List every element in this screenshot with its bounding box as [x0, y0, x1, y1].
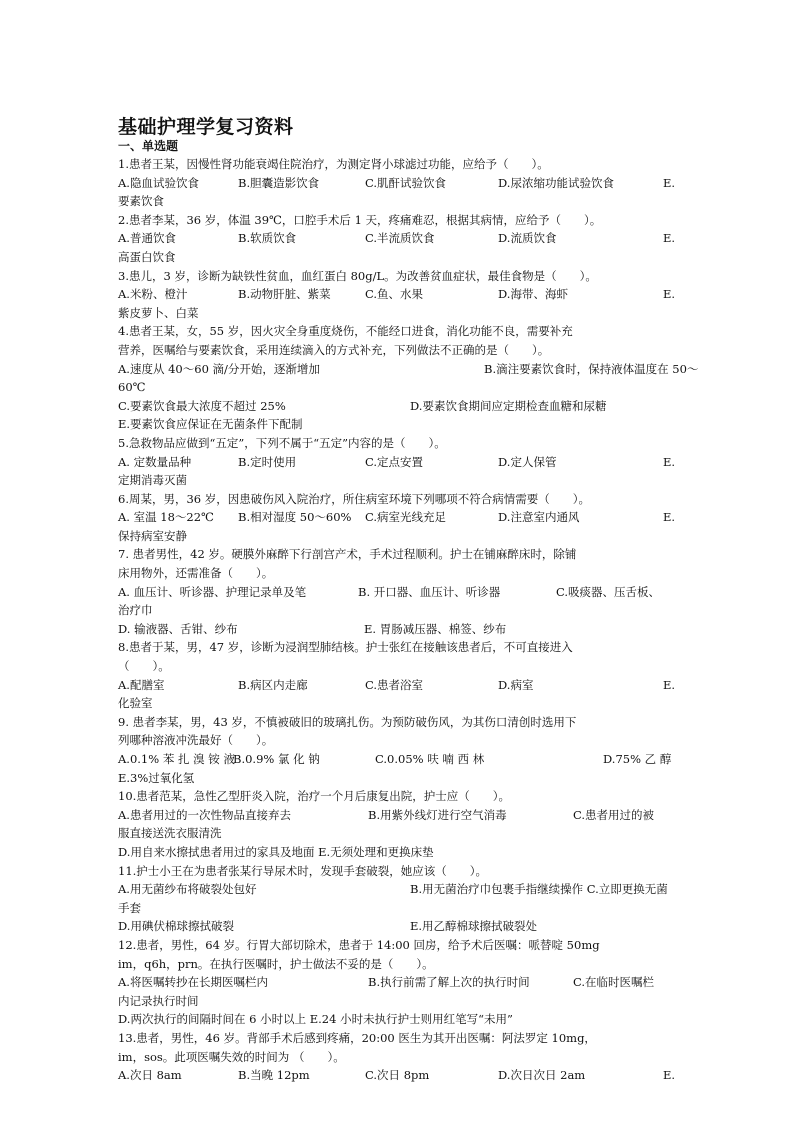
options-row — [118, 360, 699, 379]
text-line: 5.急救物品应做到“五定”，下列不属于“五定”内容的是（ ）。 — [118, 435, 446, 450]
option-text: C.病室光线充足 — [365, 510, 447, 525]
options-row — [118, 508, 680, 527]
option-text: C.定点安置 — [365, 454, 424, 469]
text-line: 1.患者王某，因慢性肾功能衰竭住院治疗，为测定肾小球滤过功能，应给予（ ）。 — [118, 157, 549, 171]
text-line: 9. 患者李某，男，43 岁，不慎被破旧的玻璃扎伤。为预防破伤风，为其伤口清创时选用下 — [118, 714, 577, 729]
option-text: E. — [663, 677, 676, 692]
option-text: A.次日 8am — [118, 1068, 182, 1083]
option-text: D. 输液器、舌钳、纱布 — [118, 621, 238, 636]
option-text: A.速度从 40～60 滴/分开始，逐渐增加 — [118, 361, 320, 376]
options-row — [118, 397, 680, 416]
text-line: D.用自来水擦拭患者用过的家具及地面 E.无须处理和更换床垫 — [118, 844, 434, 859]
option-text: B.动物肝脏、紫菜 — [238, 287, 331, 302]
option-text: A.配膳室 — [118, 677, 165, 692]
option-text: D.用碘伏棉球擦拭破裂 — [118, 919, 234, 934]
options-row — [118, 1066, 680, 1085]
text-line: 3.患儿，3 岁，诊断为缺铁性贫血，血红蛋白 80g/L。为改善贫血症状，最佳食物是（ ）。 — [118, 268, 597, 283]
options-row — [118, 917, 680, 936]
text-line: E.要素饮食应保证在无菌条件下配制 — [118, 417, 303, 432]
text-line: 保持病室安静 — [118, 528, 187, 543]
option-text: A. 定数量品种 — [118, 454, 192, 469]
option-text: A.米粉、橙汁 — [118, 287, 188, 302]
options-row — [118, 285, 680, 304]
option-text: B.当晚 12pm — [238, 1068, 310, 1083]
text-line: D.两次执行的间隔时间在 6 小时以上 E.24 小时未执行护士则用红笔写“未用” — [118, 1012, 513, 1027]
text-line: 12.患者，男性，64 岁。行胃大部切除术，患者于 14:00 回房，给予术后医嘱：哌替啶 50mg — [118, 937, 600, 952]
text-line: 60℃ — [118, 380, 146, 395]
option-text: E.用乙醇棉球擦拭破裂处 — [410, 919, 538, 934]
text-line: 7. 患者男性，42 岁。硬膜外麻醉下行剖宫产术，手术过程顺利。护士在铺麻醉床时，除铺 — [118, 547, 577, 562]
text-line: 2.患者李某，36 岁，体温 39℃，口腔手术后 1 天，疼痛难忍，根据其病情，应给予（ ）。 — [118, 212, 602, 227]
text-line: 服直接送洗衣服清洗 — [118, 826, 222, 841]
option-text: D.尿浓缩功能试验饮食 — [498, 175, 614, 190]
option-text: B.用无菌治疗巾包裹手指继续操作 C.立即更换无菌 — [410, 882, 668, 897]
text-line: 营养，医嘱给与要素饮食，采用连续滴入的方式补充，下列做法不正确的是（ ）。 — [118, 342, 550, 357]
option-text: D.要素饮食期间应定期检查血糖和尿糖 — [410, 398, 607, 413]
text-line: 内记录执行时间 — [118, 993, 199, 1008]
option-text: B.0.9% 氯 化 钠 — [233, 752, 320, 766]
option-text: C.鱼、水果 — [365, 287, 424, 302]
option-text: C.肌酐试验饮食 — [365, 175, 447, 190]
option-text: A.将医嘱转抄在长期医嘱栏内 — [118, 975, 268, 990]
text-line: 手套 — [118, 900, 141, 915]
text-line: 治疗巾 — [118, 603, 153, 618]
options-row — [118, 973, 680, 992]
options-row — [118, 174, 680, 193]
text-line: 化验室 — [118, 696, 153, 711]
options-row — [118, 676, 680, 695]
option-text: B.用紫外线灯进行空气消毒 — [368, 807, 507, 822]
options-row — [118, 750, 680, 769]
option-text: A.普通饮食 — [118, 231, 176, 246]
option-text: D.海带、海虾 — [498, 287, 568, 302]
text-line: 13.患者，男性，46 岁。背部手术后感到疼痛，20:00 医生为其开出医嘱：阿法罗定 10mg， — [118, 1030, 596, 1045]
option-text: C.次日 8pm — [365, 1068, 430, 1083]
options-row — [118, 806, 680, 825]
option-text: D.病室 — [498, 677, 534, 692]
option-text: E. — [663, 510, 676, 525]
text-line: 紫皮萝卜、白菜 — [118, 305, 199, 320]
question-list — [118, 155, 699, 1085]
option-text: C.吸痰器、压舌板、 — [556, 584, 661, 599]
option-text: D.定人保管 — [498, 454, 557, 469]
option-text: A. 室温 18～22℃ — [118, 510, 214, 525]
text-line: 8.患者于某，男，47 岁，诊断为浸润型肺结核。护士张红在接触该患者后，不可直接进入 — [118, 640, 573, 655]
text-line: （ ）。 — [118, 659, 170, 674]
section-heading: 一、单选题 — [118, 139, 179, 153]
option-text: B. 开口器、血压计、听诊器 — [358, 584, 501, 599]
option-text: B.滴注要素饮食时，保持液体温度在 50～ — [484, 361, 699, 376]
option-text: E. — [663, 454, 676, 469]
option-text: B.执行前需了解上次的执行时间 — [368, 975, 530, 990]
options-row — [118, 620, 680, 639]
option-text: B.相对湿度 50～60% — [238, 510, 352, 525]
options-row — [118, 583, 680, 602]
option-text: A.患者用过的一次性物品直接弃去 — [118, 807, 291, 822]
option-text: E. — [663, 175, 676, 190]
document-title: 基础护理学复习资料 — [118, 116, 294, 138]
options-row — [118, 453, 680, 472]
option-text: B.软质饮食 — [238, 231, 297, 246]
text-line: 床用物外，还需准备（ ）。 — [118, 566, 274, 581]
text-line: im，q6h，prn。在执行医嘱时，护士做法不妥的是（ ）。 — [118, 956, 434, 971]
option-text: A.0.1% 苯 扎 溴 铵 液 — [118, 752, 235, 766]
text-line: im，sos。此项医嘱失效的时间为 （ ）。 — [118, 1049, 345, 1064]
text-line: 定期消毒灭菌 — [118, 473, 187, 488]
option-text: D.流质饮食 — [498, 231, 557, 246]
option-text: C.0.05% 呋 喃 西 林 — [375, 752, 485, 766]
option-text: A. 血压计、听诊器、护理记录单及笔 — [118, 584, 307, 599]
option-text: D.注意室内通风 — [498, 510, 580, 525]
text-line: 10.患者范某，急性乙型肝炎入院，治疗一个月后康复出院，护士应（ ）。 — [118, 789, 511, 804]
option-text: B.胆囊造影饮食 — [238, 175, 320, 190]
options-row — [118, 880, 680, 899]
text-line: 高蛋白饮食 — [118, 249, 176, 264]
option-text: B.病区内走廊 — [238, 677, 308, 692]
text-line: E.3%过氧化氢 — [118, 770, 195, 785]
options-row — [118, 229, 680, 248]
text-line: 6.周某，男，36 岁，因患破伤风入院治疗，所住病室环境下列哪项不符合病情需要（ ）。 — [118, 491, 591, 506]
text-line: 要素饮食 — [118, 194, 164, 209]
option-text: B.定时使用 — [238, 454, 297, 469]
option-text: A.隐血试验饮食 — [118, 175, 199, 190]
option-text: E. — [663, 231, 676, 246]
option-text: D.75% 乙 醇 — [603, 752, 672, 766]
option-text: C.患者浴室 — [365, 677, 424, 692]
option-text: C.要素饮食最大浓度不超过 25% — [118, 398, 286, 413]
option-text: E. 胃肠减压器、棉签、纱布 — [364, 621, 507, 636]
option-text: D.次日次日 2am — [498, 1068, 586, 1083]
option-text: C.在临时医嘱栏 — [573, 975, 655, 990]
text-line: 4.患者王某，女，55 岁，因火灾全身重度烧伤，不能经口进食，消化功能不良，需要补充 — [118, 324, 573, 339]
option-text: E. — [663, 287, 676, 302]
text-line: 11.护士小王在为患者张某行导尿术时，发现手套破裂，她应该（ ）。 — [118, 863, 488, 878]
option-text: C.患者用过的被 — [573, 807, 655, 822]
option-text: A.用无菌纱布将破裂处包好 — [118, 882, 257, 897]
text-line: 列哪种溶液冲洗最好（ ）。 — [118, 733, 274, 748]
option-text: C.半流质饮食 — [365, 231, 435, 246]
option-text: E. — [663, 1068, 676, 1083]
